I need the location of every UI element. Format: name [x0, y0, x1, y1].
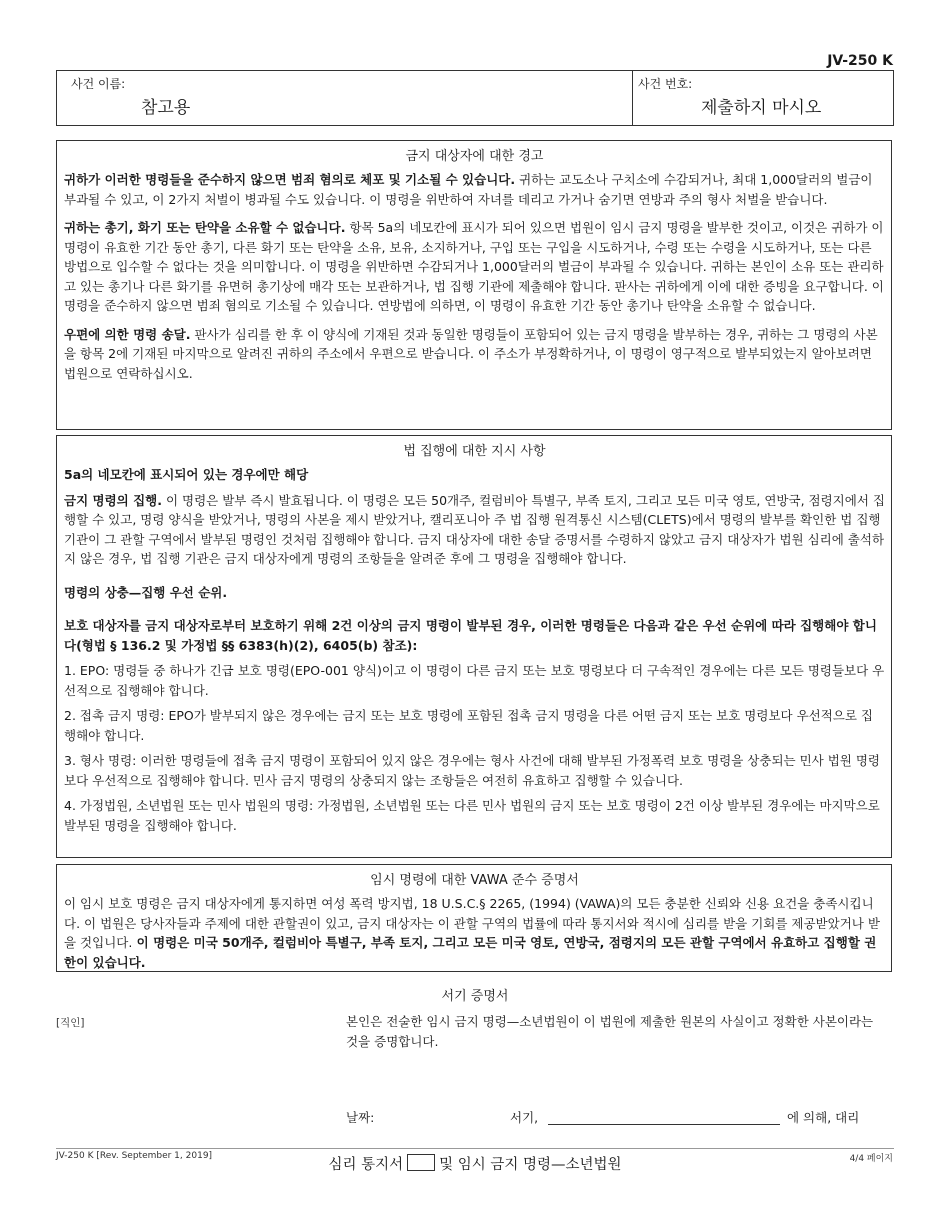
footer-title-part2: 및 임시 금지 명령—소년법원 [439, 1157, 622, 1173]
law-title: 법 집행에 대한 지시 사항 [403, 444, 546, 459]
page-number: 4/4 페이지 [849, 1154, 893, 1164]
warning-firearms-bold: 귀하는 총기, 화기 또는 탄약을 소유할 수 없습니다. [64, 220, 346, 235]
clerk-signature-line[interactable] [548, 1124, 780, 1125]
warning-arrest-text: 귀하는 교도소나 구치소에 수감되거나, 최대 1,000달러의 벌금이 부과될 수 있고, 이 2가지 처벌이 병과될 수도 있습니다. 이 명령을 위반하여 자녀를 데리고 가거나 숨기면 연방과 주의 형사 처벌을 받습니다. [64, 172, 873, 207]
warning-arrest-bold: 귀하가 이러한 명령들을 준수하지 않으면 범죄 혐의로 체포 및 기소될 수 있습니다. [64, 172, 516, 187]
vawa-bold: 이 명령은 미국 50개주, 컬럼비아 특별구, 부족 토지, 그리고 모든 미국 영토, 연방국, 점령지의 모든 관할 구역에서 유효하고 집행할 권한이 있습니다. [64, 935, 877, 970]
form-revision: JV-250 K [Rev. September 1, 2019] [56, 1151, 213, 1161]
vawa-paragraph [64, 894, 885, 972]
case-number-value: 제출하지 마시오 [701, 98, 822, 118]
case-name-label: 사건 이름: [71, 77, 126, 91]
deputy-label: 에 의해, 대리 [787, 1110, 860, 1125]
priority-item: 3. 형사 명령: 이러한 명령들에 접촉 금지 명령이 포함되어 있지 않은 경우에는 형사 사건에 대해 발부된 가정폭력 보호 명령을 상충되는 민사 법원 명령보다 우선적으로 집행해야 합니다. 민사 금지 명령의 상충되지 않는 조항들은 여전히 유효하고 집행할 수 있습니다. [64, 753, 880, 788]
priority-item: 2. 접촉 금지 명령: EPO가 발부되지 않은 경우에는 금지 또는 보호 명령에 포함된 접촉 금지 명령을 다른 어떤 금지 또는 보호 명령보다 우선적으로 집행해야 합니다. [64, 708, 874, 743]
law-enforcement-paragraph [64, 491, 885, 569]
priority-item: 4. 가정법원, 소년법원 또는 민사 법원의 명령: 가정법원, 소년법원 또는 다른 민사 법원의 금지 또는 보호 명령이 2건 이상 발부된 경우에는 마지막으로 발부된 명령을 집행해야 합니다. [64, 798, 880, 833]
warning-title: 금지 대상자에 대한 경고 [405, 149, 544, 164]
case-header [56, 70, 894, 126]
seal-label: [직인] [56, 1017, 85, 1029]
priority-item: 1. EPO: 명령들 중 하나가 긴급 보호 명령(EPO-001 양식)이고 이 명령이 다른 금지 또는 보호 명령보다 더 구속적인 경우에는 다른 모든 명령들보다 우선적으로 집행해야 합니다. [64, 663, 885, 698]
law-enforcement-bold: 금지 명령의 집행. [64, 492, 162, 508]
case-number-cell [633, 71, 893, 125]
law-enforcement-text: 이 명령은 발부 즉시 발효됩니다. 이 명령은 모든 50개주, 컬럼비아 특별구, 부족 토지, 그리고 모든 미국 영토, 연방국, 점령지에서 집행할 수 있고, 명령 양식을 받았거나, 명령의 사본을 제시 받았거나, 캘리포니아 주 법 집행 원격통신 시스템(CLETS)에서 명령의 발부를 확인한 법 집행 기관이 그 관할 구역에서 발부된 명령인 것처럼 집행해야 합니다. 금지 대상자에 대한 송달 증명서를 수령하지 않았고 금지 대상자가 법원 심리에 출석하지 않은 경우, 법 집행 기관은 금지 대상자에게 명령의 조항들을 알려준 후에 그 명령을 집행해야 합니다. [64, 492, 885, 566]
footer-divider [56, 1148, 894, 1149]
warning-mail-paragraph [64, 325, 885, 384]
hearing-notice-checkbox[interactable] [407, 1154, 435, 1171]
clerk-certificate-text: 본인은 전술한 임시 금지 명령—소년법원이 이 법원에 제출한 원본의 사실이고 정확한 사본이라는 것을 증명합니다. [346, 1014, 874, 1049]
conflict-title [64, 583, 885, 603]
law-subtitle [64, 465, 885, 485]
warning-arrest-paragraph [64, 170, 885, 209]
law-enforcement-section [56, 435, 892, 858]
warning-section [56, 140, 892, 430]
vawa-title: 임시 명령에 대한 VAWA 준수 증명서 [370, 873, 579, 888]
case-name-value: 참고용 [141, 98, 191, 118]
warning-firearms-text: 항목 5a의 네모칸에 표시가 되어 있으면 법원이 임시 금지 명령을 발부한 것이고, 이것은 귀하가 이 명령이 유효한 기간 동안 총기, 다른 화기 또는 탄약을 소유, 보유, 소지하거나, 구입 또는 구입을 시도하거나, 수령 또는 수령을 시도하거나, 또는 다른 방법으로 입수할 수 없다는 것을 의미합니다. 이 명령을 위반하면 수감되거나 1,000달러의 벌금이 부과될 수 있습니다. 귀하는 본인이 소유 또는 관리하고 있는 총기나 다른 화기를 유면허 총기상에 매각 또는 보관하거나, 법 집행 기관에 제출해야 합니다. 판사는 귀하에게 이에 대한 증빙을 요구합니다. 이 명령을 준수하지 않으면 범죄 혐의로 기소될 수 있습니다. 연방법에 의하면, 이 명령이 유효한 기간 동안 총기나 탄약을 소유할 수 없습니다. [64, 220, 884, 313]
vawa-text: 이 임시 보호 명령은 금지 대상자에게 통지하면 여성 폭력 방지법, 18 U.S.C.§ 2265, (1994) (VAWA)의 모든 충분한 신뢰와 신용 요건을 충족시킵니다. 이 법원은 당사자들과 주제에 대한 관할권이 있고, 금지 대상자는 이 관할 구역의 법률에 따라 통지서와 적시에 심리를 받을 기회를 제공받았거나 받을 것입니다. [64, 896, 880, 950]
conflict-intro-bold: 보호 대상자를 금지 대상자로부터 보호하기 위해 2건 이상의 금지 명령이 발부된 경우, 이러한 명령들은 다음과 같은 우선 순위에 따라 집행해야 합니다(형법 § 136.2 및 가정법 §§ 6383(h)(2), 6405(b) 참조): [64, 618, 877, 653]
clerk-label: 서기, [510, 1110, 539, 1125]
conflict-title-bold: 명령의 상충—집행 우선 순위. [64, 584, 228, 600]
case-name-cell [57, 71, 633, 125]
case-number-label: 사건 번호: [638, 77, 693, 91]
warning-firearms-paragraph [64, 218, 885, 316]
footer-title [0, 1153, 950, 1174]
date-label: 날짜: [346, 1110, 375, 1125]
conflict-intro [64, 616, 885, 655]
warning-mail-text: 판사가 심리를 한 후 이 양식에 기재된 것과 동일한 명령들이 포함되어 있는 금지 명령을 발부하는 경우, 귀하는 그 명령의 사본을 항목 2에 기재된 마지막으로 알려진 귀하의 주소에서 우편으로 받습니다. 이 주소가 부정확하거나, 이 명령이 영구적으로 발부되었는지 알아보려면 법원으로 연락하십시오. [64, 326, 878, 381]
footer-title-part1: 심리 통지서 [328, 1157, 404, 1173]
law-subtitle-bold: 5a의 네모칸에 표시되어 있는 경우에만 해당 [64, 467, 309, 482]
warning-mail-bold: 우편에 의한 명령 송달. [64, 326, 191, 342]
vawa-section [56, 864, 892, 972]
clerk-certificate-title: 서기 증명서 [441, 989, 509, 1004]
form-id: JV-250 K [827, 53, 893, 69]
